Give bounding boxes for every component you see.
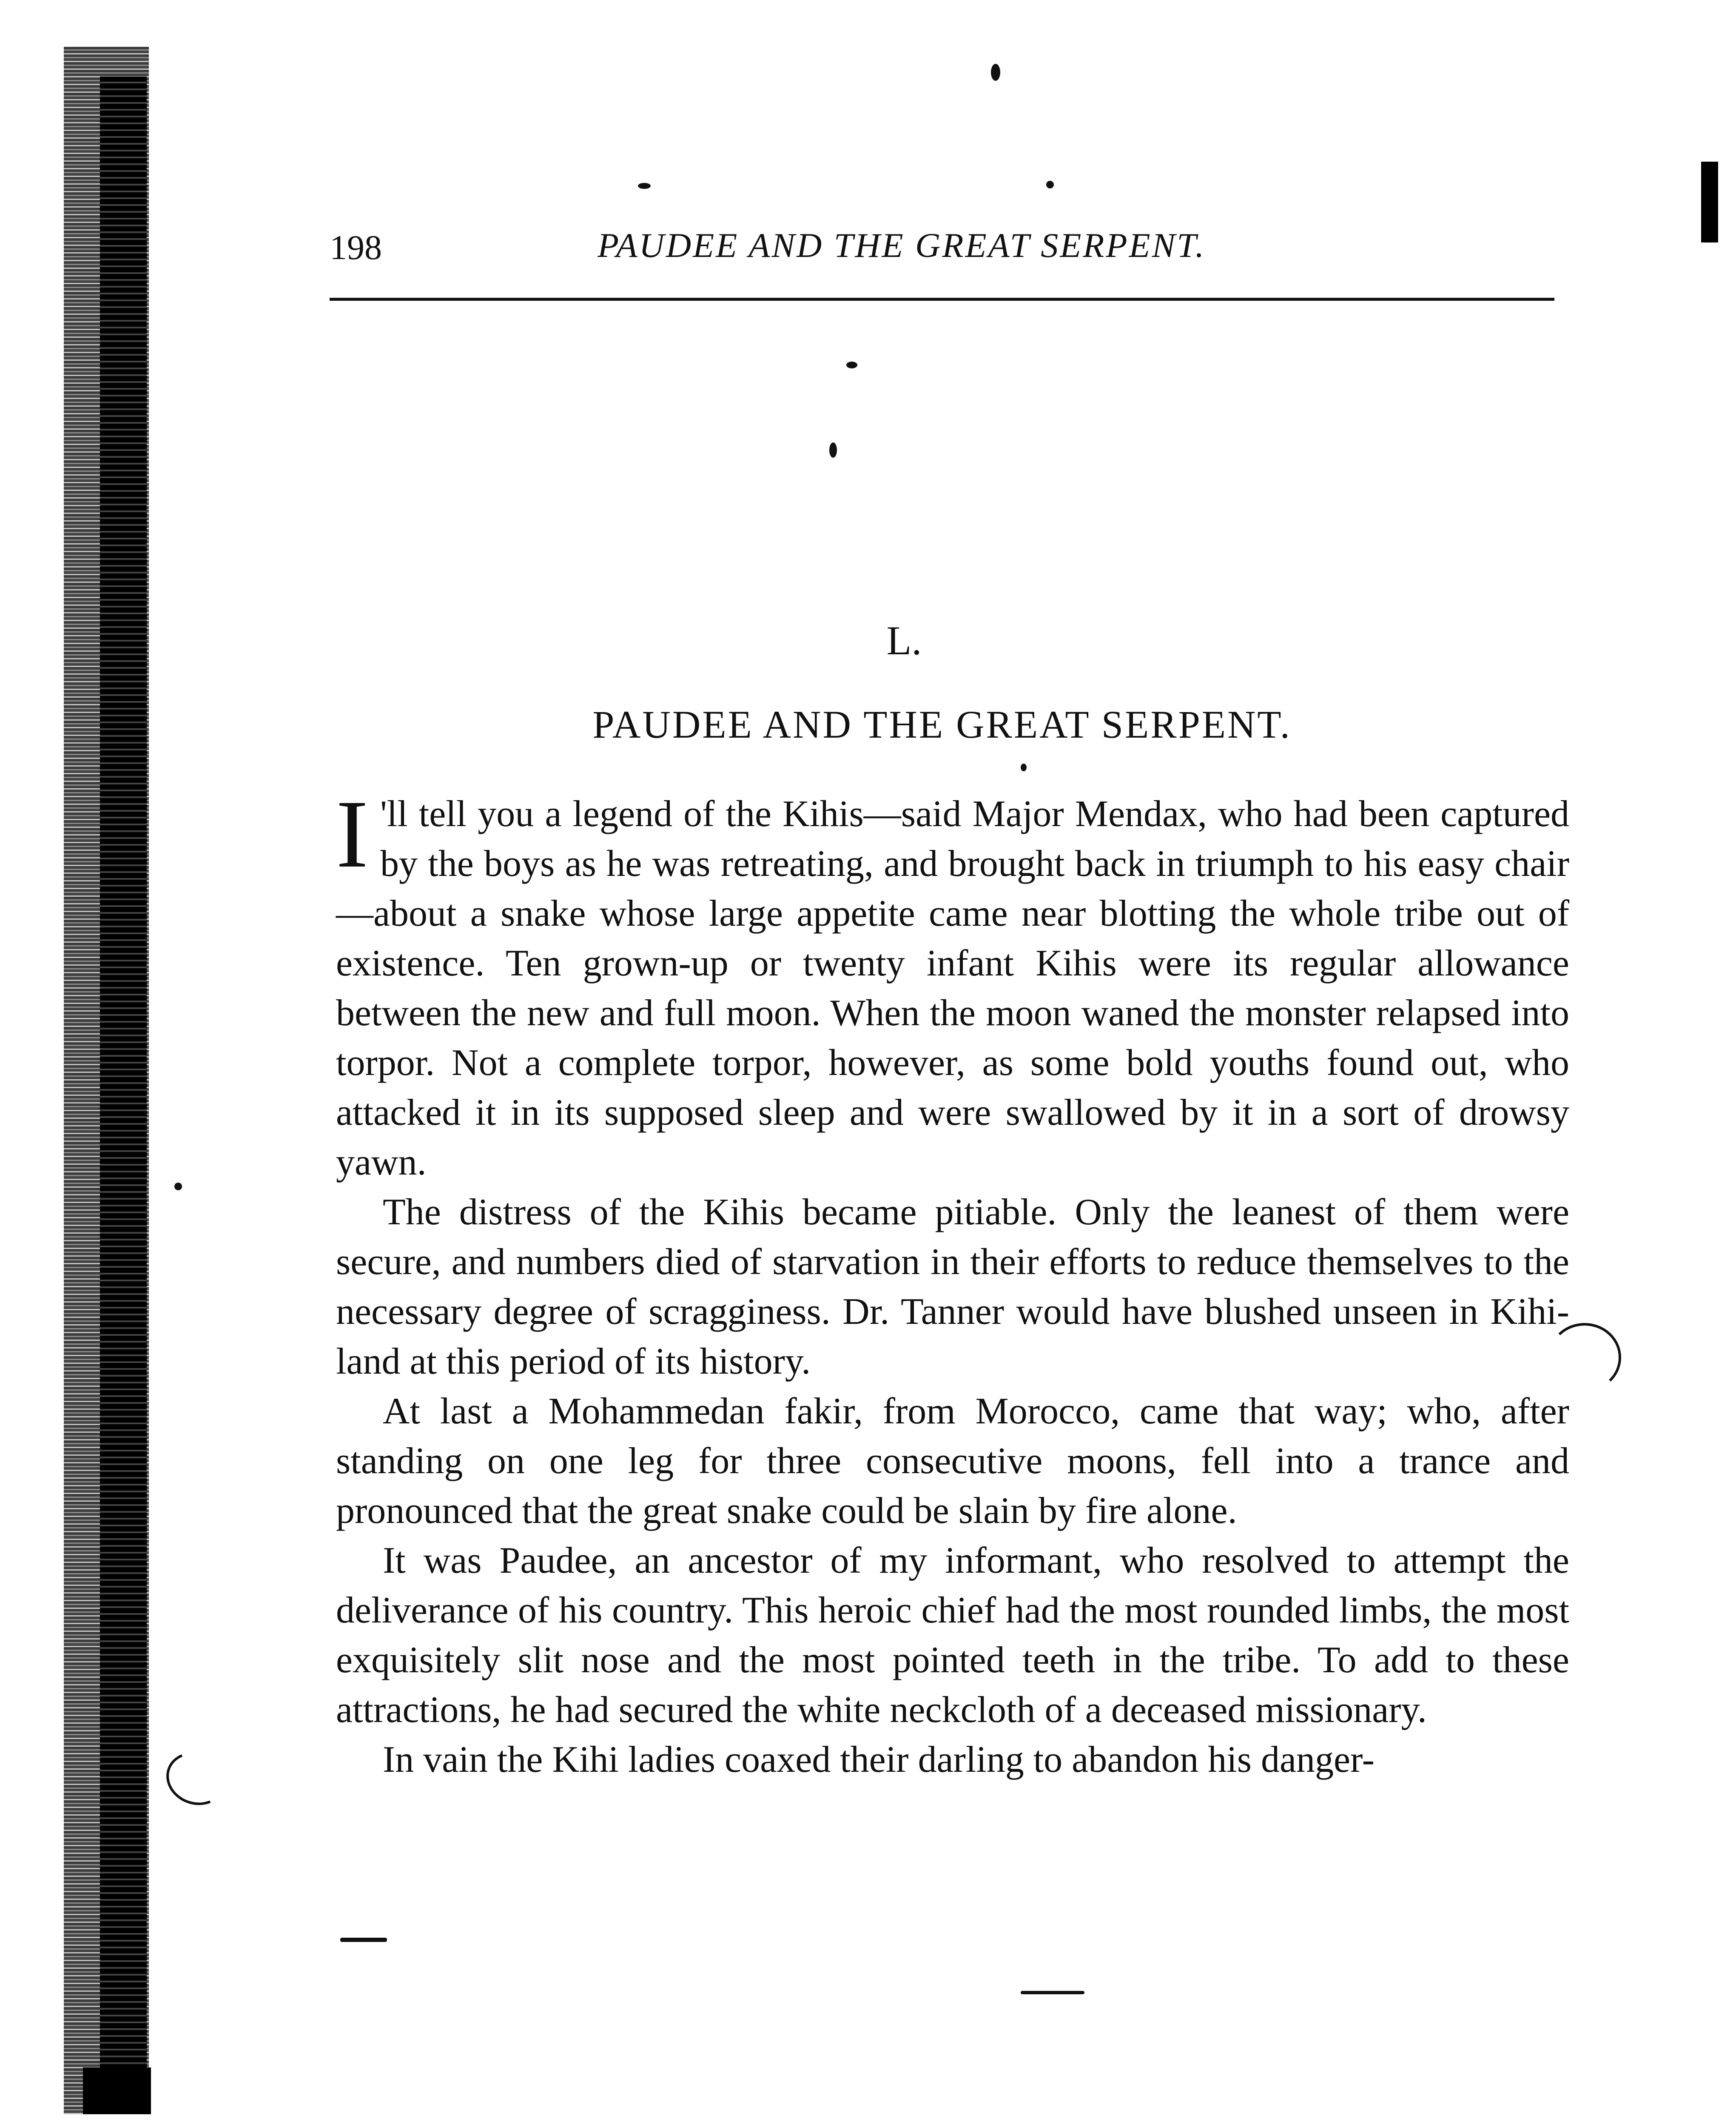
- running-head-title: PAUDEE AND THE GREAT SERPENT.: [598, 226, 1206, 265]
- scan-speck: [1021, 1991, 1084, 1994]
- binding-corner: [83, 2067, 151, 2114]
- scan-speck: [638, 183, 651, 189]
- paragraph: [336, 781, 1569, 1187]
- header-rule: [330, 298, 1554, 301]
- scan-speck: [174, 1183, 182, 1190]
- running-head: [330, 225, 1554, 272]
- pencil-mark: [1548, 1323, 1621, 1392]
- page-number: 198: [330, 228, 382, 267]
- paragraph-text: 'll tell you a legend of the Kihis—said Major Mendax, who had been captured by the boys as he was retreating, and brought back in triumph to his easy chair—about a snake whose large appetite came near blotting the whole tribe out of existence. Ten grown-up or twenty infant Kihis were its regular allowance between the new and full moon. When the moon waned the monster relapsed into torpor. Not a complete torpor, however, as some bold youths found out, who attacked it in its supposed sleep and were swallowed by it in a sort of drowsy yawn.: [336, 793, 1569, 1183]
- paragraph: At last a Mohammedan fakir, from Morocco, came that way; who, after standing on one leg for three consecutive moons, fell into a trance and pronounced that the great snake could be slain by fire alone.: [336, 1391, 1569, 1531]
- scan-speck: [1046, 181, 1054, 188]
- chapter-title: PAUDEE AND THE GREAT SERPENT.: [592, 703, 1292, 746]
- paragraph: The distress of the Kihis became pitiable. Only the leanest of them were secure, and numbers died of starvation in their efforts to reduce themselves to the necessary degree of scragginess. Dr. Tanner would have blushed unseen in Kihi-land at this period of its history.: [336, 1192, 1569, 1382]
- binding-gutter: [100, 77, 147, 2110]
- scan-speck: [991, 64, 1000, 81]
- pencil-mark: [159, 1744, 233, 1813]
- paragraph: It was Paudee, an ancestor of my informant, who resolved to attempt the deliverance of his country. This heroic chief had the most rounded limbs, the most exquisitely slit nose and the most pointed teeth in the tribe. To add to these attractions, he had secured the white neckcloth of a deceased missionary.: [336, 1540, 1569, 1731]
- scan-speck: [846, 362, 857, 368]
- scan-speck: [1021, 764, 1027, 771]
- drop-cap: I: [336, 781, 368, 888]
- body-text: [336, 781, 1569, 1785]
- chapter-number: L.: [886, 618, 922, 663]
- scan-speck: [340, 1938, 387, 1942]
- paragraph: In vain the Kihi ladies coaxed their darling to abandon his danger-: [383, 1739, 1375, 1780]
- page-edge-tab: [1701, 162, 1718, 242]
- scan-speck: [829, 442, 837, 458]
